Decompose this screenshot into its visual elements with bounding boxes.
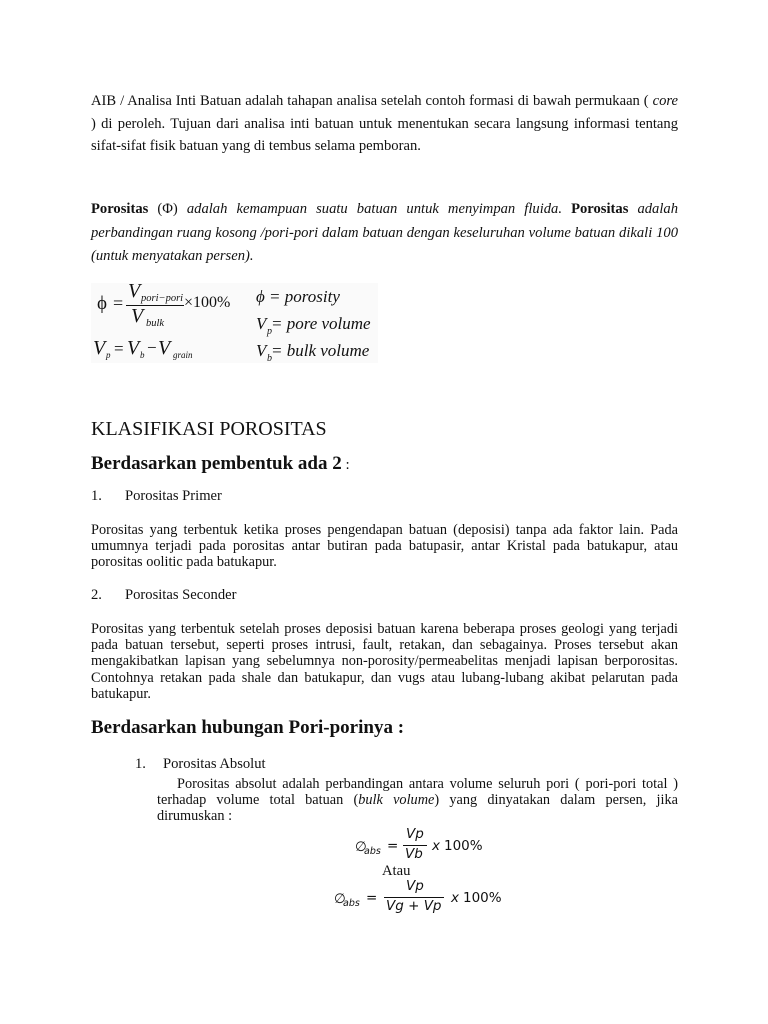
legend-bulk-rest: = bulk volume [271,341,370,360]
list-number: 2. [91,587,102,603]
vp-line-grain: grain [173,350,193,360]
vp-line-minus: − [147,338,157,357]
eq2-equals: = [366,890,378,906]
subheading-pembentuk-colon: : [341,457,350,473]
eq1-denominator: Vb [405,846,423,862]
eq2-x: x [451,890,459,906]
absolut-text-2: ) yang dinyatakan dalam persen, jika dirumuskan : [157,792,678,825]
legend-bulk-sub: b [267,353,272,364]
eq1-percent: 100% [444,838,483,854]
porosity-def-text-1: adalah kemampuan suatu batuan untuk menyimpan fluida. [177,201,572,217]
eq1-numerator: Vp [406,826,424,842]
formula-numerator-V: V [128,280,141,302]
legend-pore-V: V [256,314,267,333]
formula-denominator-V: V [131,305,144,327]
intro-text-2: ) di peroleh. Tujuan dari analisa inti batuan untuk menentukan secara langsung informasi tentang sifat-sifat fisik batuan yang di tembus selama pemboran. [91,115,678,154]
eq1-sub: abs [364,846,381,857]
list-item-porositas-primer [91,488,678,505]
vp-line-V: V [93,337,106,359]
intro-paragraph [91,90,678,158]
porosity-term-2: Porositas [571,201,629,217]
porosity-term-1: Porositas [91,201,149,217]
list-label: Porositas Primer [125,488,222,504]
vp-line-Vg: V [158,337,171,359]
eq2-percent: 100% [463,890,502,906]
subheading-hubungan-pori: Berdasarkan hubungan Pori-porinya : [91,717,405,738]
eq1-equals: = [387,838,399,854]
porosity-symbol: (Φ) [157,201,178,217]
formula-phi: ϕ [97,293,108,314]
intro-text-1: AIB / Analisa Inti Batuan adalah tahapan analisa setelah contoh formasi di bawah permukaan ( [91,93,649,109]
formula-equals: = [113,293,124,313]
legend-porosity: ϕ = porosity [256,287,340,306]
absolut-text-1: Porositas absolut adalah perbandingan antara volume seluruh pori ( pori-pori total ) terhadap volume total batuan ( [157,776,678,809]
eq2-numerator: Vp [406,878,424,894]
paragraph-seconder: Porositas yang terbentuk setelah proses deposisi batuan karena beberapa proses geologi yang terjadi pada batuan tersebut, seperti proses intrusi, fault, retakan, dan sebagainya. Proses tersebut akan mengakibatkan lapisan yang sebelumnya non-porosity/permeabelitas menjadi lapisan berporositas. Contohnya retakan pada shale dan batukapur, dan vugs atau lubang-lubang akibat pelarutan pada batukapur. [91,621,678,702]
vp-line-sub: p [106,350,111,360]
porosity-def-text-2: adalah perbandingan ruang kosong /pori-pori dalam batuan dengan keseluruhan volume batuan dikali 100 (untuk menyatakan persen). [91,201,678,264]
list-number: 1. [91,488,102,504]
legend-bulk-V: V [256,341,267,360]
section-title: KLASIFIKASI POROSITAS [91,418,327,440]
eq2-denominator: Vg + Vp [386,898,442,914]
vp-line-eq: = [114,339,124,358]
atau-label: Atau [382,863,411,879]
list-number: 1. [135,756,146,772]
eq1-phi: ∅ [355,839,367,855]
absolut-bulk-volume: bulk volume [358,792,435,809]
vp-line-Vb: V [127,337,140,359]
formula-numerator-sub: pori−pori [141,293,184,304]
formula-denominator-sub: bulk [146,318,165,329]
eq1-x: x [432,838,440,854]
legend-pore-rest: = pore volume [271,314,371,333]
eq2-sub: abs [343,898,360,909]
list-label: Porositas Seconder [125,587,237,603]
intro-core-term: core [652,93,678,109]
legend-pore-sub: p [267,326,272,337]
list-item-porositas-seconder [91,587,678,604]
formula-times-100: ×100% [184,294,231,311]
eq2-phi: ∅ [334,891,346,907]
list-label: Porositas Absolut [163,756,266,772]
subheading-pembentuk [91,453,678,475]
porosity-definition [91,198,678,269]
paragraph-primer: Porositas yang terbentuk ketika proses pengendapan batuan (deposisi) tanpa ada faktor lain. Pada umumnya terjadi pada porositas antar butiran pada batupasir, antar Kristal pada batukapur, atau porositas oolitic pada batukapur. [91,522,678,571]
paragraph-absolut [157,776,678,825]
list-item-porositas-absolut [135,756,266,773]
vp-line-b: b [140,350,145,360]
subheading-pembentuk-bold: Berdasarkan pembentuk ada 2 [91,453,342,474]
